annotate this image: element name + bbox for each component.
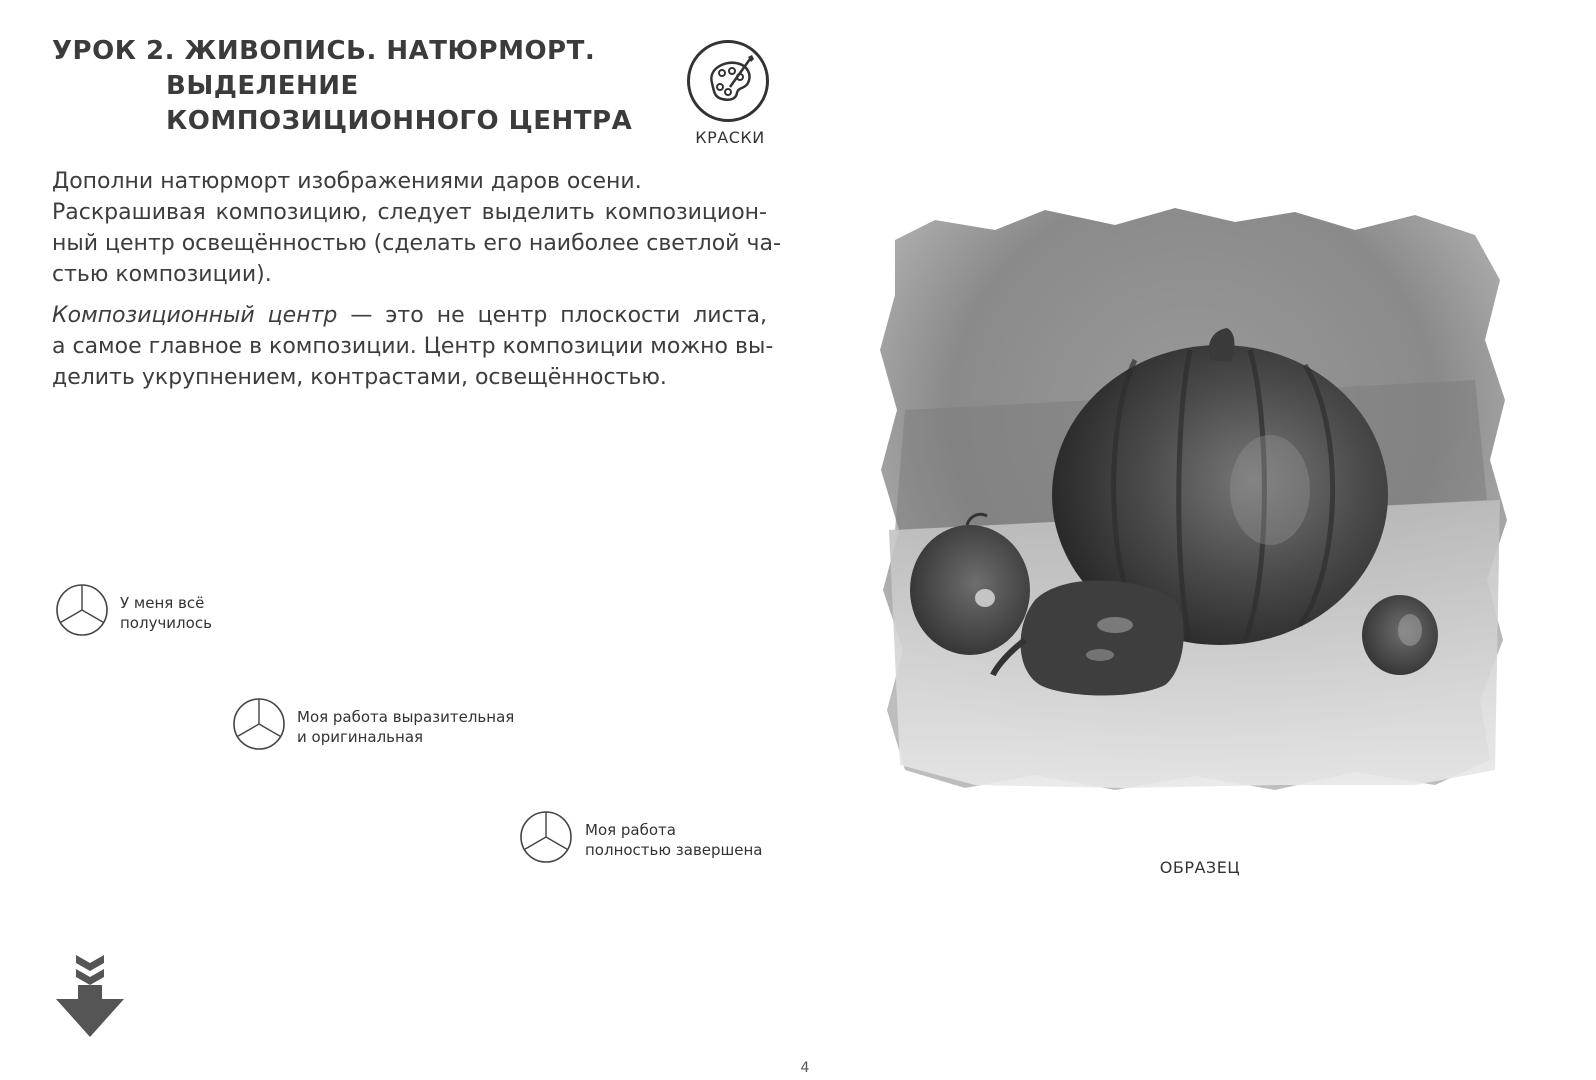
definition-term: Композиционный центр [52, 303, 338, 328]
palette-icon [690, 43, 766, 119]
self-check-label-2-line-1: Моя работа выразительная [297, 708, 515, 726]
self-check-label-1 [120, 593, 212, 633]
lesson-title-line-3: КОМПОЗИЦИОННОГО ЦЕНТРА [166, 106, 633, 136]
task-line-1: Дополни натюрморт изображениями даров осени. [52, 169, 642, 194]
self-check-label-3-line-2: полностью завершена [585, 841, 763, 859]
down-arrow-icon [54, 955, 126, 1037]
task-line-4: стью композиции). [52, 262, 272, 287]
page-number: 4 [800, 1060, 810, 1076]
self-check-label-1-line-1: У меня всё [120, 594, 205, 612]
sample-apple [910, 525, 1030, 655]
task-line-2: Раскрашивая композицию, следует выделить композицион- [52, 200, 767, 225]
definition-line-1-rest: — это не центр плоскости листа, [337, 303, 767, 328]
self-check-circle-1[interactable] [55, 583, 109, 637]
task-line-3: ный центр освещённостью (сделать его наиболее светлой ча- [52, 231, 781, 256]
sample-still-life-image [875, 200, 1515, 800]
task-paragraph [52, 166, 781, 290]
lesson-title-line-2: ВЫДЕЛЕНИЕ [166, 71, 359, 101]
definition-paragraph [52, 300, 774, 393]
materials-badge [687, 40, 769, 122]
self-check-label-2-line-2: и оригинальная [297, 728, 424, 746]
materials-label: КРАСКИ [695, 128, 765, 147]
sample-caption: ОБРАЗЕЦ [1159, 858, 1241, 877]
self-check-circle-2[interactable] [232, 697, 286, 751]
self-check-circle-3[interactable] [519, 810, 573, 864]
lesson-title-line-1: УРОК 2. ЖИВОПИСЬ. НАТЮРМОРТ. [52, 36, 596, 66]
definition-line-1 [52, 300, 767, 331]
sample-pepper [1021, 580, 1184, 695]
self-check-label-3-line-1: Моя работа [585, 821, 676, 839]
self-check-label-3 [585, 820, 763, 860]
definition-line-3: делить укрупнением, контрастами, освещённостью. [52, 365, 667, 390]
definition-line-2: а самое главное в композиции. Центр композиции можно вы- [52, 334, 774, 359]
self-check-label-1-line-2: получилось [120, 614, 212, 632]
self-check-label-2 [297, 707, 514, 747]
